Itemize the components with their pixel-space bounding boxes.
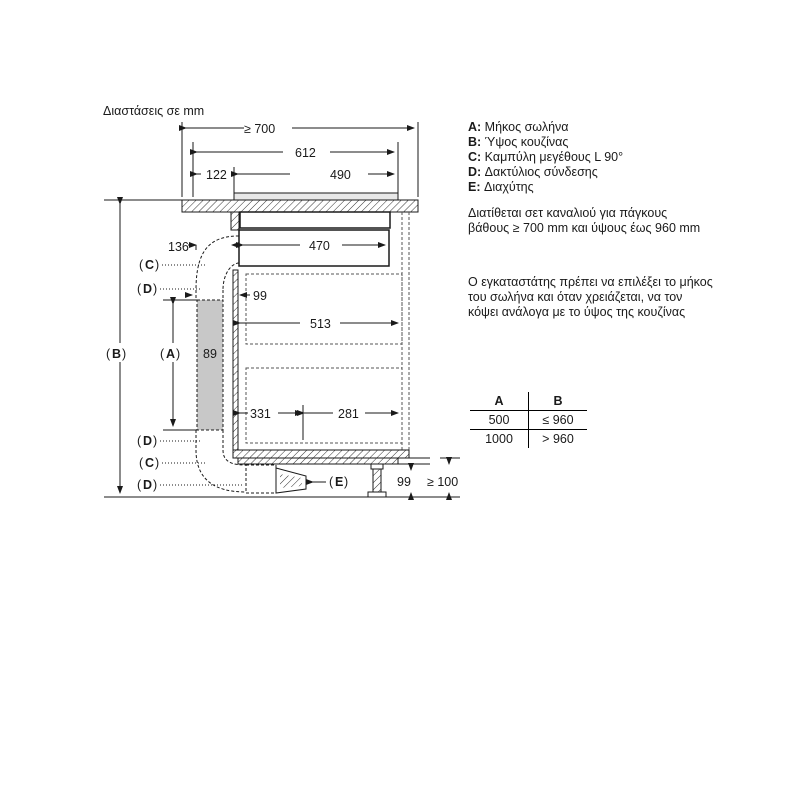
label-A-close: )	[176, 347, 181, 361]
svg-text:): )	[155, 456, 160, 470]
duct-pipe	[197, 300, 223, 430]
pipe-length-table	[470, 392, 587, 448]
svg-text:(: (	[137, 434, 142, 448]
label-A: A	[166, 347, 176, 361]
legend-item: B: Ύψος κουζίνας	[468, 135, 569, 149]
label-C-top: C	[145, 258, 155, 272]
label-E: E	[335, 475, 344, 489]
dim-281: 281	[338, 407, 359, 421]
svg-text:): )	[153, 434, 158, 448]
label-D-top: D	[143, 282, 153, 296]
dim-612: 612	[295, 146, 316, 160]
cabinet-foot	[368, 464, 386, 497]
dim-plinth-100: ≥ 100	[427, 475, 459, 489]
dim-plinth-99: 99	[397, 475, 411, 489]
legend-item: D: Δακτύλιος σύνδεσης	[468, 165, 598, 179]
worktop	[104, 193, 418, 228]
legend-item: A: Μήκος σωλήνα	[468, 120, 569, 134]
table-row	[470, 411, 587, 430]
label-B: B	[112, 347, 122, 361]
dim-331: 331	[250, 407, 271, 421]
svg-text:(: (	[139, 456, 144, 470]
legend	[468, 120, 623, 195]
dim-99-gap: 99	[253, 289, 267, 303]
hob-body	[240, 212, 390, 228]
svg-text:(: (	[329, 475, 334, 489]
table-cell: > 960	[529, 430, 588, 449]
table-header-a: A	[470, 392, 529, 411]
svg-text:): )	[153, 282, 158, 296]
label-B-close: )	[122, 347, 127, 361]
legend-item: C: Καμπύλη μεγέθους L 90°	[468, 150, 624, 164]
installer-note: Ο εγκαταστάτης πρέπει να επιλέξει το μήκος του σωλήνα και όταν χρειάζεται, να τον κόψει ανάλογα με το ύψος της κουζίνας	[468, 275, 713, 319]
table-cell: ≤ 960	[529, 411, 588, 430]
hob-glass	[234, 193, 398, 200]
svg-text:): )	[344, 475, 349, 489]
label-B-open: (	[106, 347, 111, 361]
table-cell: 1000	[485, 432, 513, 446]
table-cell: 500	[470, 411, 529, 430]
label-C-bottom: C	[145, 456, 155, 470]
table-header-b: B	[529, 392, 588, 411]
diffuser-icon	[276, 468, 326, 493]
diagram-title: Διαστάσεις σε mm	[103, 104, 205, 118]
dim-89: 89	[203, 347, 217, 361]
label-D-bottom: D	[143, 478, 153, 492]
svg-text:): )	[155, 258, 160, 272]
label-A-open: (	[160, 347, 165, 361]
dim-470: 470	[309, 239, 330, 253]
legend-item: E: Διαχύτης	[468, 180, 534, 194]
label-D-mid: D	[143, 434, 153, 448]
svg-text:): )	[153, 478, 158, 492]
availability-note: Διατίθεται σετ καναλιού για πάγκους βάθους ≥ 700 mm και ύψους έως 960 mm	[468, 206, 701, 235]
svg-text:(: (	[137, 478, 142, 492]
cabinet-side-panel	[233, 270, 238, 450]
dim-490: 490	[330, 168, 351, 182]
wall-bracket	[231, 212, 239, 230]
cabinet-bottom	[233, 450, 409, 458]
dim-122: 122	[206, 168, 227, 182]
dim-513: 513	[310, 317, 331, 331]
dim-136: 136	[168, 240, 189, 254]
svg-text:(: (	[137, 282, 142, 296]
table-row	[470, 430, 587, 449]
dim-overall-width: ≥ 700	[244, 122, 276, 136]
svg-text:(: (	[139, 258, 144, 272]
